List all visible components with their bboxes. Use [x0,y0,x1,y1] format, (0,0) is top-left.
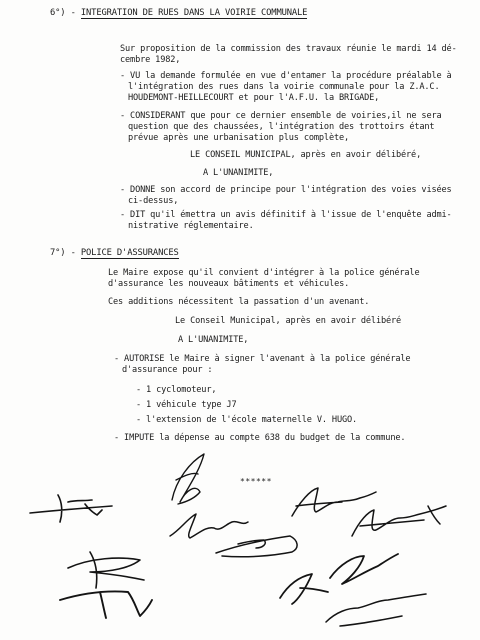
section-7-number: 7°) - [50,248,81,258]
section-6-title: INTEGRATION DE RUES DANS LA VOIRIE COMMUNALE [80,8,308,18]
insured-item: - 1 cyclomoteur, [136,385,217,395]
considerant-paragraph-line-1: - CONSIDERANT que pour ce dernier ensemble de voiries,il ne sera [120,111,442,121]
signature-8 [60,591,152,618]
section-6-heading [50,8,307,19]
considerant-paragraph-line-2: question que des chaussées, l'intégration des trottoirs étant [128,122,435,132]
vu-paragraph-line-1: - VU la demande formulée en vue d'entamer la procédure préalable à [120,71,452,81]
signature-1 [30,495,112,522]
section-6-intro-line-2: cembre 1982, [120,55,181,65]
section-7-intro-line-2: d'assurance les nouveaux bâtiments et véhicules. [108,279,350,289]
section-7-unanimity: A L'UNANIMITE, [178,335,249,345]
impute-paragraph: - IMPUTE la dépense au compte 638 du budget de la commune. [114,433,406,443]
insured-item: - 1 véhicule type J7 [136,400,237,410]
autorise-paragraph-line-2: d'assurance pour : [122,365,213,375]
vu-paragraph-line-3: HOUDEMONT-HEILLECOURT et pour l'A.F.U. la BRIGADE, [128,93,380,103]
signature-2 [172,454,204,504]
considerant-paragraph-line-3: prévue après une urbanisation plus complète, [128,133,350,143]
signature-10 [330,554,398,584]
section-6-number: 6°) - [50,8,81,18]
signature-4 [292,488,376,516]
signature-11 [326,594,426,626]
section-6-unanimity: A L'UNANIMITE, [203,168,274,178]
signatures-area [0,440,480,640]
section-7-title: POLICE D'ASSURANCES [80,248,179,258]
section-7-council-line: Le Conseil Municipal, après en avoir délibéré [175,316,402,326]
donne-paragraph-line-1: - DONNE son accord de principe pour l'intégration des voies visées [120,185,452,195]
dit-paragraph-line-1: - DIT qu'il émettra un avis définitif à l'issue de l'enquête admi- [120,210,452,220]
signature-6 [216,536,297,557]
signature-5 [352,506,446,536]
insured-item: - l'extension de l'école maternelle V. HUGO. [136,415,358,425]
signature-7 [68,552,144,588]
section-7-heading [50,248,179,259]
dit-paragraph-line-2: nistrative réglementaire. [128,221,254,231]
section-6-council-line: LE CONSEIL MUNICIPAL, après en avoir délibéré, [190,150,422,160]
signature-3 [170,514,248,538]
section-6-intro-line-1: Sur proposition de la commission des travaux réunie le mardi 14 dé- [120,44,457,54]
signature-9 [280,574,328,604]
autorise-paragraph-line-1: - AUTORISE le Maire à signer l'avenant à la police générale [114,354,411,364]
vu-paragraph-line-2: l'intégration des rues dans la voirie communale pour la Z.A.C. [128,82,440,92]
section-7-intro-line-1: Le Maire expose qu'il convient d'intégrer à la police générale [108,268,420,278]
separator-stars: ****** [240,477,272,486]
donne-paragraph-line-2: ci-dessus, [128,196,179,206]
additions-sentence: Ces additions nécessitent la passation d'un avenant. [108,297,370,307]
